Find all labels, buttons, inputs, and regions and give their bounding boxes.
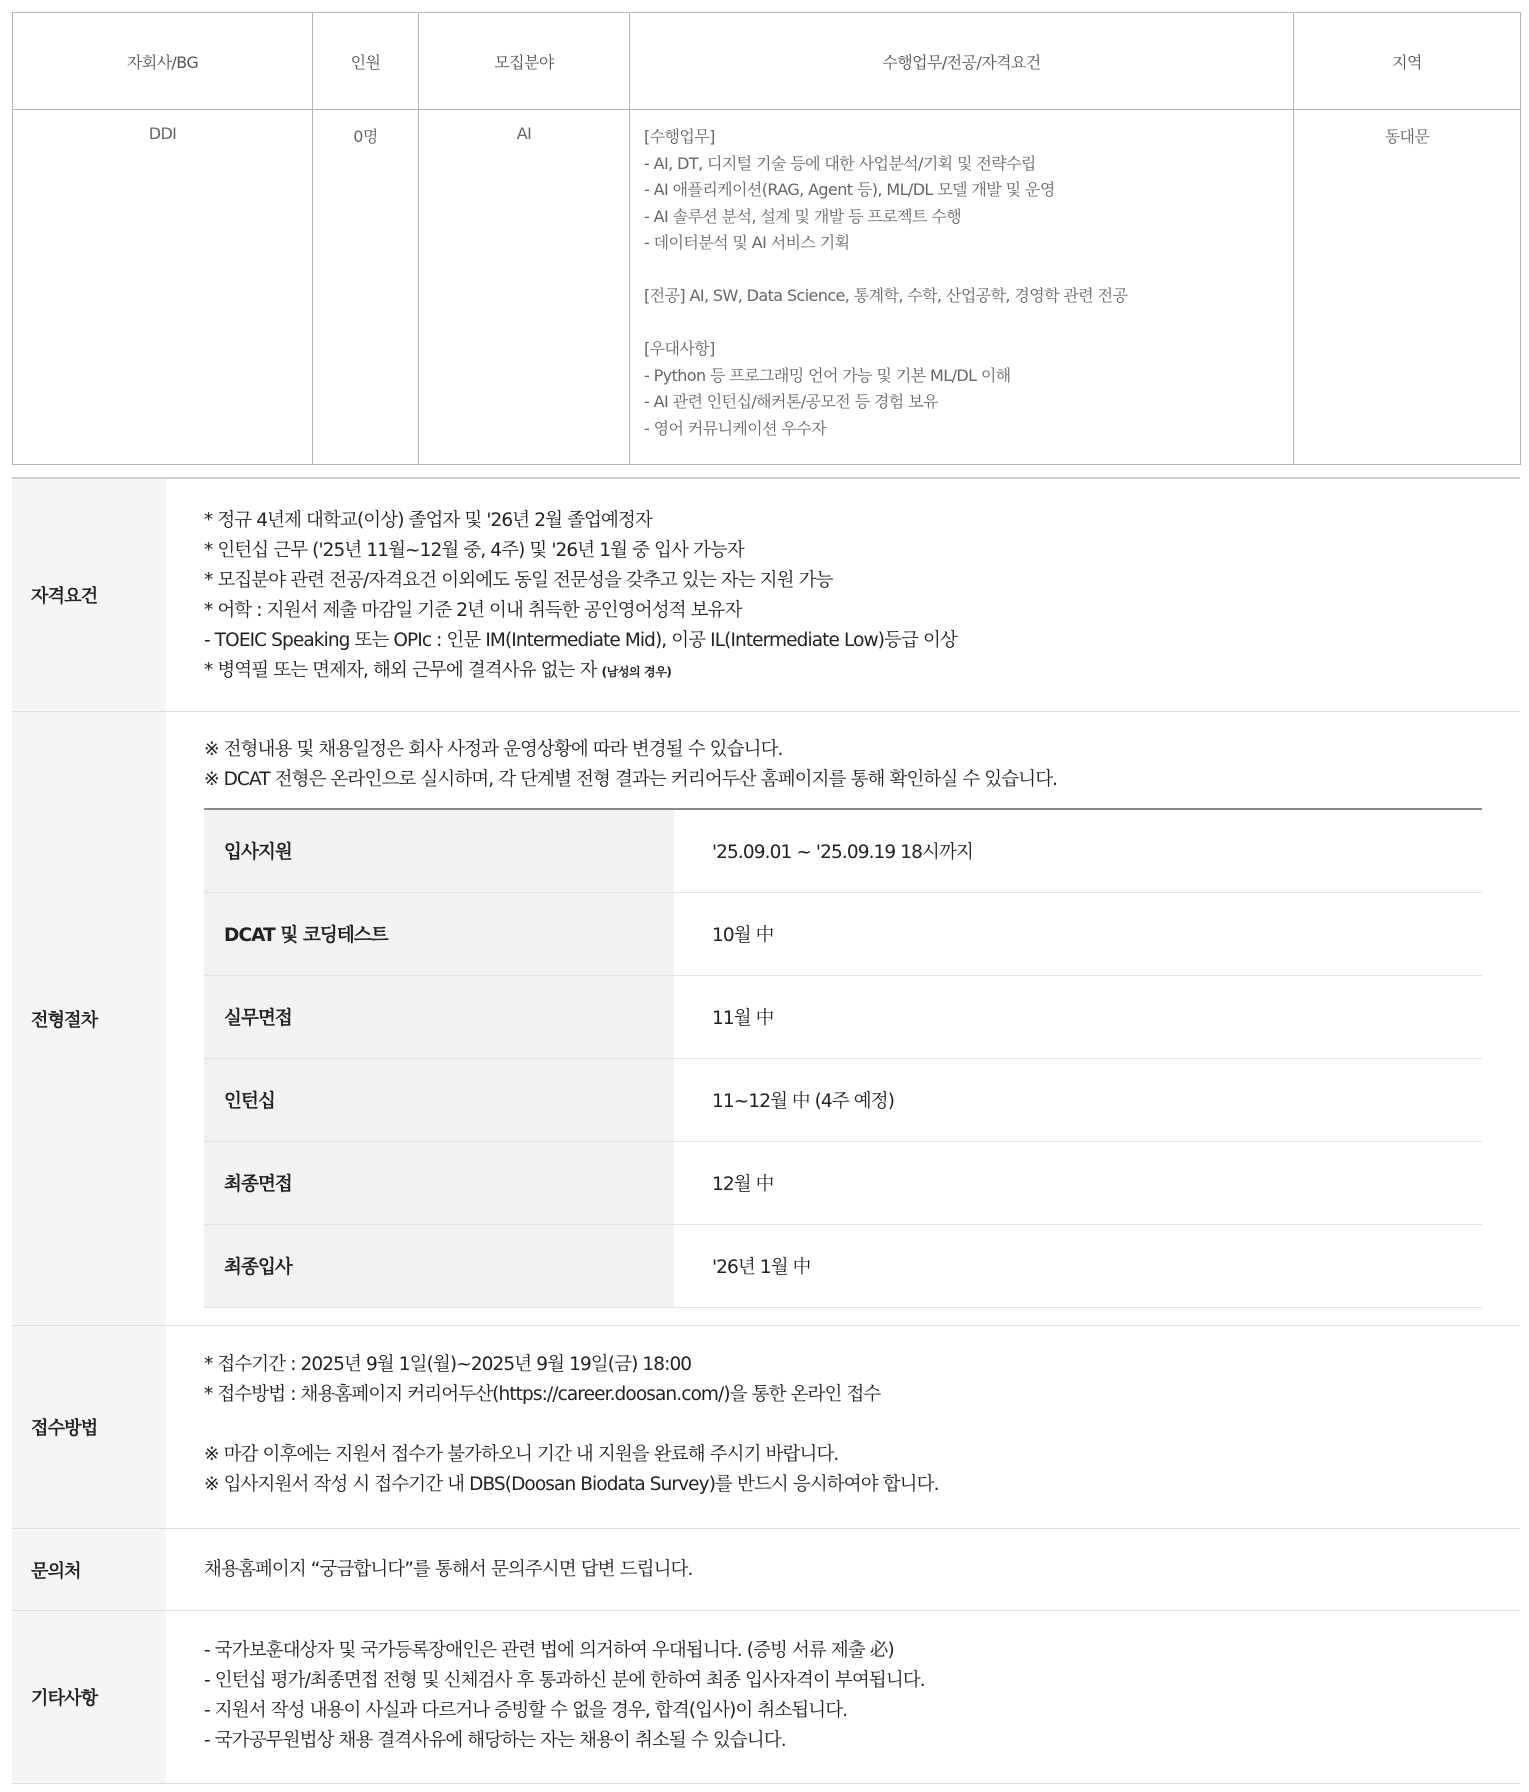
cell-headcount: 0명	[313, 110, 419, 465]
duty-line: - Python 등 프로그래밍 언어 가능 및 기본 ML/DL 이해	[644, 365, 1011, 385]
table-row	[204, 1059, 1482, 1142]
header-headcount: 인원	[313, 13, 419, 110]
schedule-date: 11~12월 中 (4주 예정)	[674, 1059, 1482, 1142]
text-line: - 국가보훈대상자 및 국가등록장애인은 관련 법에 의거하여 우대됩니다. (증빙 서류 제출 必)	[204, 1640, 894, 1661]
text-line-main: * 병역필 또는 면제자, 해외 근무에 결격사유 없는 자	[204, 660, 602, 681]
notice-line: ※ DCAT 전형은 온라인으로 실시하며, 각 단계별 전형 결과는 커리어두산 홈페이지를 통해 확인하실 수 있습니다.	[204, 769, 1058, 790]
table-row	[204, 893, 1482, 976]
text-line: * 접수방법 : 채용홈페이지 커리어두산(https://career.doosan.com/)을 통한 온라인 접수	[204, 1384, 881, 1405]
schedule-date: '25.09.01 ~ '25.09.19 18시까지	[674, 809, 1482, 893]
section-body	[166, 1611, 1520, 1783]
recruit-info	[12, 477, 1520, 1784]
recruit-table-header	[13, 13, 1521, 110]
duty-line: - AI 관련 인턴십/해커톤/공모전 등 경험 보유	[644, 392, 938, 411]
spacer	[644, 310, 1279, 337]
spacer	[644, 257, 1279, 284]
duty-line: - 데이터분석 및 AI 서비스 기획	[644, 233, 850, 252]
cell-company: DDI	[13, 110, 313, 465]
schedule-stage: 최종면접	[204, 1142, 674, 1225]
schedule-date: '26년 1월 中	[674, 1225, 1482, 1308]
duty-line: [수행업무]	[644, 127, 715, 146]
table-row	[13, 110, 1521, 465]
schedule-table	[204, 808, 1482, 1308]
text-line: 채용홈페이지 “궁금합니다”를 통해서 문의주시면 답변 드립니다.	[204, 1558, 693, 1580]
schedule-date: 10월 中	[674, 893, 1482, 976]
text-line: - TOEIC Speaking 또는 OPIc : 인문 IM(Intermediate Mid), 이공 IL(Intermediate Low)등급 이상	[204, 630, 957, 651]
header-company: 자회사/BG	[13, 13, 313, 110]
table-row	[204, 809, 1482, 893]
table-row	[204, 976, 1482, 1059]
text-line: - 인턴십 평가/최종면접 전형 및 신체검사 후 통과하신 분에 한하여 최종 입사자격이 부여됩니다.	[204, 1670, 925, 1691]
text-line	[204, 656, 1482, 686]
duty-line: - AI 애플리케이션(RAG, Agent 등), ML/DL 모델 개발 및 운영	[644, 180, 1055, 199]
schedule-stage: 실무면접	[204, 976, 674, 1059]
section-label: 전형절차	[12, 712, 166, 1325]
notice-line: ※ 입사지원서 작성 시 접수기간 내 DBS(Doosan Biodata Survey)를 반드시 응시하여야 합니다.	[204, 1474, 939, 1495]
duty-line: - AI, DT, 디지털 기술 등에 대한 사업분석/기획 및 전략수립	[644, 153, 1036, 173]
header-region: 지역	[1294, 13, 1521, 110]
duty-line: [우대사항]	[644, 339, 715, 358]
section-label: 자격요건	[12, 479, 166, 711]
section-body	[166, 1326, 1520, 1528]
text-line: * 어학 : 지원서 제출 마감일 기준 2년 이내 취득한 공인영어성적 보유자	[204, 600, 742, 621]
section-body	[166, 479, 1520, 711]
table-row	[204, 1225, 1482, 1308]
section-label: 기타사항	[12, 1611, 166, 1783]
schedule-date: 12월 中	[674, 1142, 1482, 1225]
section-body	[166, 1529, 1520, 1610]
section-qualifications	[12, 479, 1520, 712]
text-line: - 국가공무원법상 채용 결격사유에 해당하는 자는 채용이 취소될 수 있습니다.	[204, 1730, 786, 1751]
text-line: * 모집분야 관련 전공/자격요건 이외에도 동일 전문성을 갖추고 있는 자는 지원 가능	[204, 570, 833, 591]
duty-line: - 영어 커뮤니케이션 우수자	[644, 418, 827, 438]
duty-line: [전공] AI, SW, Data Science, 통계학, 수학, 산업공학, 경영학 관련 전공	[644, 286, 1128, 305]
section-body	[166, 712, 1520, 1325]
recruit-table	[12, 12, 1521, 465]
cell-region: 동대문	[1294, 110, 1521, 465]
section-contact	[12, 1529, 1520, 1611]
section-apply	[12, 1326, 1520, 1529]
schedule-stage: 인턴십	[204, 1059, 674, 1142]
schedule-date: 11월 中	[674, 976, 1482, 1059]
duty-line: - AI 솔루션 분석, 설계 및 개발 등 프로젝트 수행	[644, 206, 962, 226]
header-duties: 수행업무/전공/자격요건	[630, 13, 1294, 110]
notice-line: ※ 전형내용 및 채용일정은 회사 사정과 운영상황에 따라 변경될 수 있습니다.	[204, 739, 783, 760]
text-line: * 정규 4년제 대학교(이상) 졸업자 및 '26년 2월 졸업예정자	[204, 510, 652, 531]
table-row	[204, 1142, 1482, 1225]
text-line: * 접수기간 : 2025년 9월 1일(월)~2025년 9월 19일(금) 18:00	[204, 1354, 692, 1375]
footnote: (남성의 경우)	[601, 665, 672, 679]
schedule-stage: 최종입사	[204, 1225, 674, 1308]
section-process	[12, 712, 1520, 1326]
schedule-stage: DCAT 및 코딩테스트	[204, 893, 674, 976]
spacer	[204, 1410, 1482, 1440]
schedule-stage: 입사지원	[204, 809, 674, 893]
text-line: - 지원서 작성 내용이 사실과 다르거나 증빙할 수 없을 경우, 합격(입사)이 취소됩니다.	[204, 1700, 848, 1721]
text-line: * 인턴십 근무 ('25년 11월~12월 중, 4주) 및 '26년 1월 중 입사 가능자	[204, 540, 744, 561]
header-field: 모집분야	[419, 13, 630, 110]
section-etc	[12, 1611, 1520, 1784]
section-label: 문의처	[12, 1529, 166, 1610]
cell-field: AI	[419, 110, 630, 465]
cell-duties	[630, 110, 1294, 465]
section-label: 접수방법	[12, 1326, 166, 1528]
notice-line: ※ 마감 이후에는 지원서 접수가 불가하오니 기간 내 지원을 완료해 주시기 바랍니다.	[204, 1444, 839, 1465]
